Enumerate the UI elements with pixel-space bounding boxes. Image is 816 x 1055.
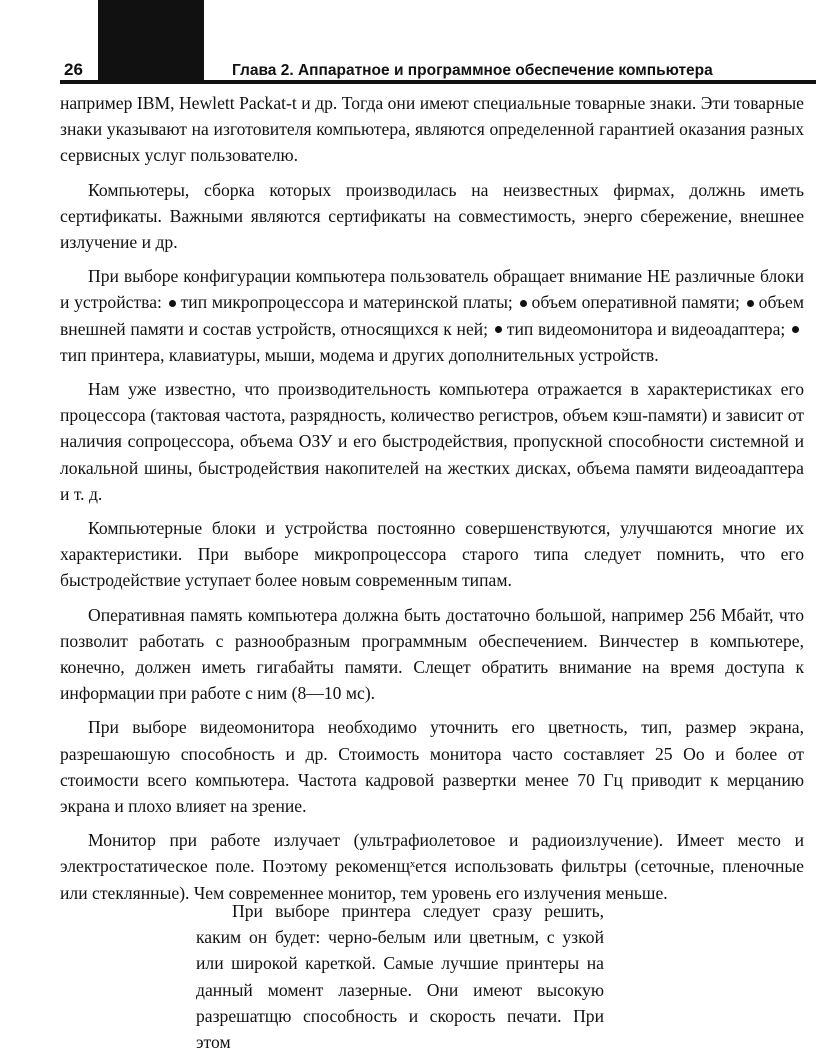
paragraph-monitor: При выборе видеомонитора необходимо уточнить его цветность, тип, размер экрана, разрешаюшую способность и др. Стоимость монитора часто составляет 25 Оо и более от стоимости всего компьютера. Частота кадровой развертки менее 70 Гц приводит к мерцанию экрана и плохо влияет на зрение. [60, 717, 804, 817]
bullet-icon [495, 326, 502, 333]
header-rule [60, 80, 816, 84]
bullet-icon [792, 326, 799, 333]
bullet-icon [747, 300, 754, 307]
config-item: объем оперативной памяти; [531, 292, 740, 313]
paragraph-config [60, 263, 804, 368]
page-number: 26 [64, 60, 83, 79]
paragraph-1: например IBM, Hewlett Packat-t и др. Тогда они имеют специальные товарные знаки. Эти товарные знаки указывают на изготовителя компьютера, являются определенной гарантией оказания разных сервисных услуг пользователю. [60, 93, 804, 166]
bullet-icon [169, 300, 176, 307]
body-text [60, 90, 804, 914]
paragraph-printer: При выборе принтера следует сразу решить, каким он будет: черно-белым или цветным, с узкой или широкой кареткой. Самые лучшие принтеры на данный момент лазерные. Они имеют высокую разрешатщю способность и скорость печати. При этом [196, 901, 604, 1053]
config-intro: При выборе конфигурации компьютера пользователь обращает внимание НЕ различные блоки и устройства: [60, 266, 804, 313]
paragraph-2: Компьютеры, сборка которых производилась на неизвестных фирмах, должнь иметь сертификаты. Важными являются сертификаты на совместимость, энерго сбережение, внешнее излучение и др. [60, 179, 804, 253]
config-item: объем внешней памяти и состав устройств, относящихся к ней; [60, 292, 804, 339]
config-item: тип микропроцессора и материнской платы; [180, 292, 513, 313]
black-redaction-block [98, 0, 204, 80]
paragraph-performance: Нам уже известно, что производительность компьютера отражается в характеристиках его процессора (тактовая частота, разрядность, количество регистров, объем кэш-памяти) и зависит от наличия сопроцессора, объема ОЗУ и его быстродействия, пропускной способности системной и локальной шины, быстродействия накопителей на жестких дисках, объема памяти видеоадаптера и т. д. [60, 379, 804, 504]
chapter-title: Глава 2. Аппаратное и программное обеспечение компьютера [232, 62, 713, 79]
paragraph-improvement: Компьютерные блоки и устройства постоянно совершенствуются, улучшаются многие их характеристики. При выборе микропроцессора старого типа следует помнить, что его быстродействие уступает более новым современным типам. [60, 518, 804, 591]
paragraph-memory: Оперативная память компьютера должна быть достаточно большой, например 256 Мбайт, что позволит работать с разнообразным программным обеспечением. Винчестер в компьютере, конечно, должен иметь гигабайты памяти. Слещет обратить внимание на время доступа к информации при работе с ним (8—10 мс). [60, 604, 804, 704]
config-item: тип видеомонитора и видеоадаптера; [506, 318, 786, 339]
config-item: тип принтера, клавиатуры, мыши, модема и других дополнительных устройств. [60, 344, 659, 365]
bullet-icon [520, 300, 527, 307]
paragraph-radiation: Монитор при работе излучает (ультрафиолетовое и радиоизлучение). Имеет место и электростатическое поле. Поэтому рекоменщˣется использовать фильтры (сеточные, пленочные или стеклянные). Чем современнее монитор, тем уровень его излучения меньше. [60, 830, 804, 903]
